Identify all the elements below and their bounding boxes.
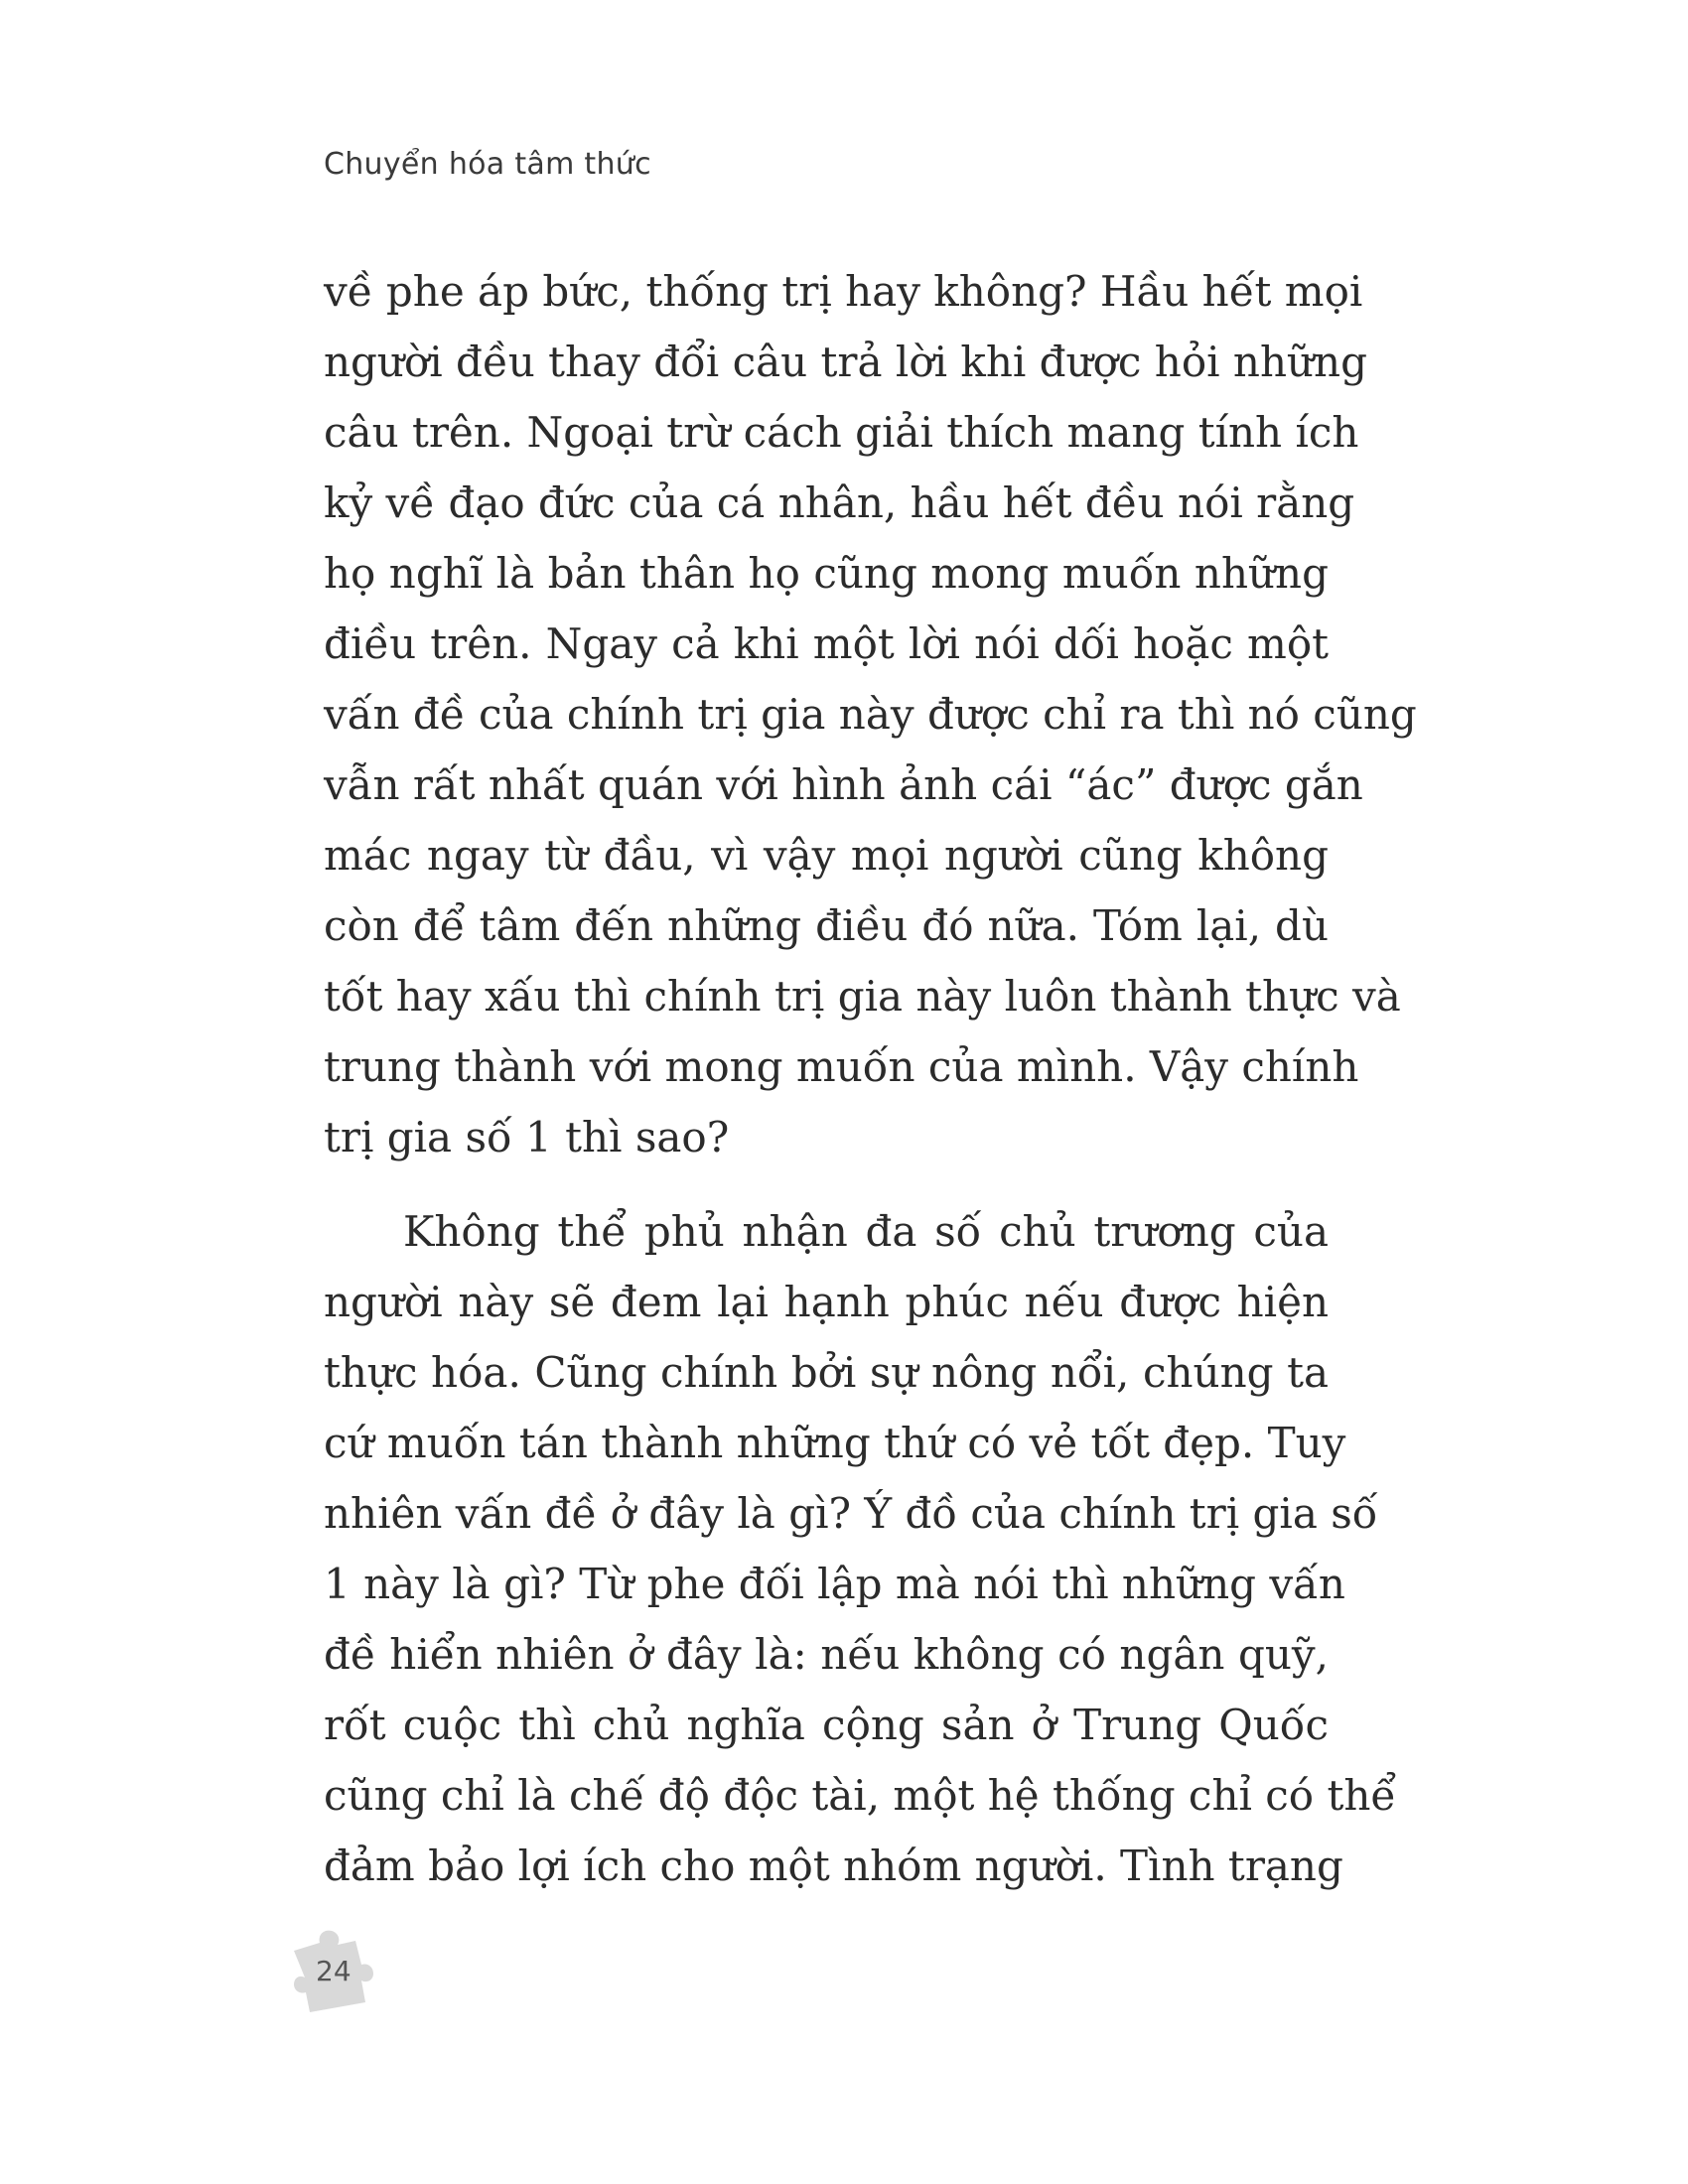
paragraph-2 xyxy=(324,1196,1397,1901)
page-number-badge xyxy=(286,1921,381,2016)
text-line: điều trên. Ngay cả khi một lời nói dối hoặc một xyxy=(324,619,1329,668)
text-line: đảm bảo lợi ích cho một nhóm người. Tình trạng xyxy=(324,1842,1343,1890)
text-line: trung thành với mong muốn của mình. Vậy chính xyxy=(324,1042,1359,1091)
text-line: cũng chỉ là chế độ độc tài, một hệ thống chỉ có thể xyxy=(324,1771,1397,1820)
text-line: kỷ về đạo đức của cá nhân, hầu hết đều nói rằng xyxy=(324,478,1355,527)
text-line: rốt cuộc thì chủ nghĩa cộng sản ở Trung Quốc xyxy=(324,1701,1329,1749)
paragraph-gap xyxy=(324,1172,1329,1196)
text-line: đề hiển nhiên ở đây là: nếu không có ngân quỹ, xyxy=(324,1630,1329,1679)
text-line: 1 này là gì? Từ phe đối lập mà nói thì những vấn xyxy=(324,1560,1345,1608)
text-line: thực hóa. Cũng chính bởi sự nông nổi, chúng ta xyxy=(324,1348,1329,1397)
text-line: nhiên vấn đề ở đây là gì? Ý đồ của chính trị gia số xyxy=(324,1489,1378,1538)
text-line: câu trên. Ngoại trừ cách giải thích mang tính ích xyxy=(324,408,1359,457)
text-line: vấn đề của chính trị gia này được chỉ ra thì nó cũng xyxy=(324,690,1417,739)
text-line: còn để tâm đến những điều đó nữa. Tóm lại, dù xyxy=(324,901,1329,950)
text-line: mác ngay từ đầu, vì vậy mọi người cũng không xyxy=(324,831,1329,880)
text-line: họ nghĩ là bản thân họ cũng mong muốn những xyxy=(324,549,1329,598)
text-line: tốt hay xấu thì chính trị gia này luôn thành thực và xyxy=(324,972,1401,1021)
text-line: trị gia số 1 thì sao? xyxy=(324,1113,730,1161)
running-header: Chuyển hóa tâm thức xyxy=(324,147,651,182)
text-line: người đều thay đổi câu trả lời khi được hỏi những xyxy=(324,338,1367,386)
text-line: vẫn rất nhất quán với hình ảnh cái “ác” được gắn xyxy=(324,760,1363,809)
text-line: Không thể phủ nhận đa số chủ trương của xyxy=(403,1207,1329,1256)
text-line: cứ muốn tán thành những thứ có vẻ tốt đẹp. Tuy xyxy=(324,1419,1346,1467)
text-line: người này sẽ đem lại hạnh phúc nếu được hiện xyxy=(324,1278,1329,1326)
body-text xyxy=(324,256,1417,1901)
paragraph-1 xyxy=(324,256,1417,1172)
text-line: về phe áp bức, thống trị hay không? Hầu hết mọi xyxy=(324,267,1363,316)
page-number: 24 xyxy=(316,1955,352,1987)
